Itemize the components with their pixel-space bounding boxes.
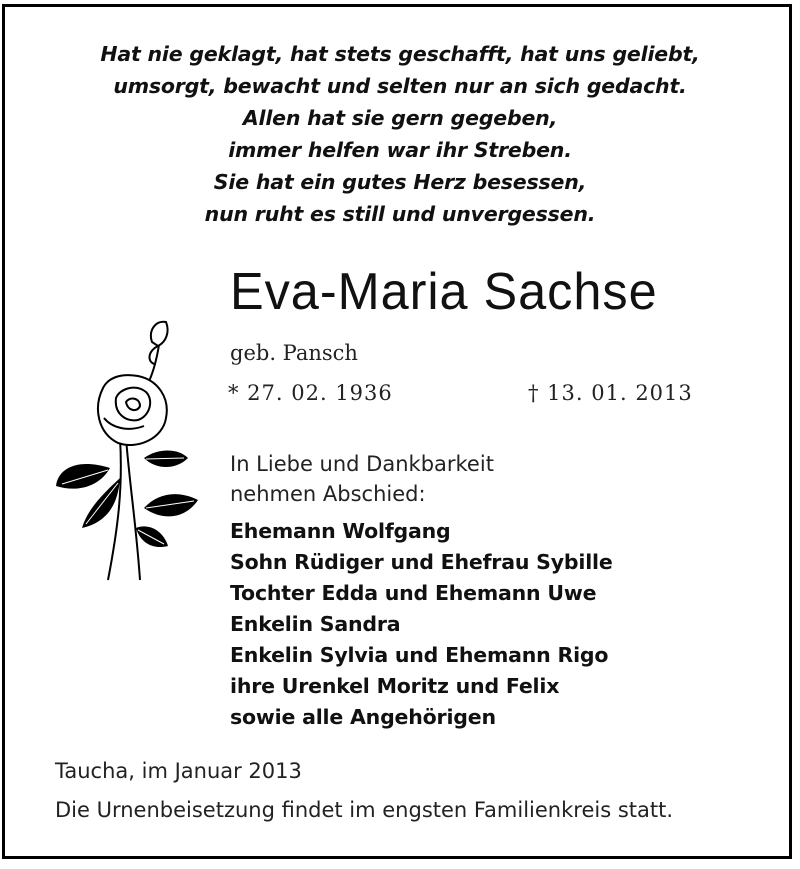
maiden-name: geb. Pansch	[230, 341, 358, 365]
mourner: Enkelin Sylvia und Ehemann Rigo	[230, 643, 609, 667]
mourner: Tochter Edda und Ehemann Uwe	[230, 581, 597, 605]
intro-line: nehmen Abschied:	[230, 482, 426, 506]
deceased-name: Eva-Maria Sachse	[230, 263, 658, 321]
poem-line: Sie hat ein gutes Herz besessen,	[213, 170, 587, 194]
poem-line: immer helfen war ihr Streben.	[228, 138, 572, 162]
mourner: Ehemann Wolfgang	[230, 519, 451, 543]
mourner: ihre Urenkel Moritz und Felix	[230, 674, 560, 698]
birth-date: * 27. 02. 1936	[228, 381, 393, 405]
mourner: sowie alle Angehörigen	[230, 705, 496, 729]
mourner: Sohn Rüdiger und Ehefrau Sybille	[230, 550, 613, 574]
poem-line: umsorgt, bewacht und selten nur an sich gedacht.	[113, 74, 687, 98]
death-date: † 13. 01. 2013	[528, 381, 693, 405]
intro-line: In Liebe und Dankbarkeit	[230, 452, 494, 476]
place-date: Taucha, im Januar 2013	[55, 759, 302, 783]
farewell-intro	[230, 449, 494, 509]
burial-notice: Die Urnenbeisetzung findet im engsten Familienkreis statt.	[55, 798, 674, 822]
mourners-list	[230, 516, 613, 733]
poem-line: Hat nie geklagt, hat stets geschafft, hat uns geliebt,	[100, 42, 700, 66]
rose-illustration-icon	[48, 318, 208, 588]
mourner: Enkelin Sandra	[230, 612, 401, 636]
poem	[0, 38, 800, 230]
poem-line: Allen hat sie gern gegeben,	[242, 106, 558, 130]
poem-line: nun ruht es still und unvergessen.	[204, 202, 596, 226]
